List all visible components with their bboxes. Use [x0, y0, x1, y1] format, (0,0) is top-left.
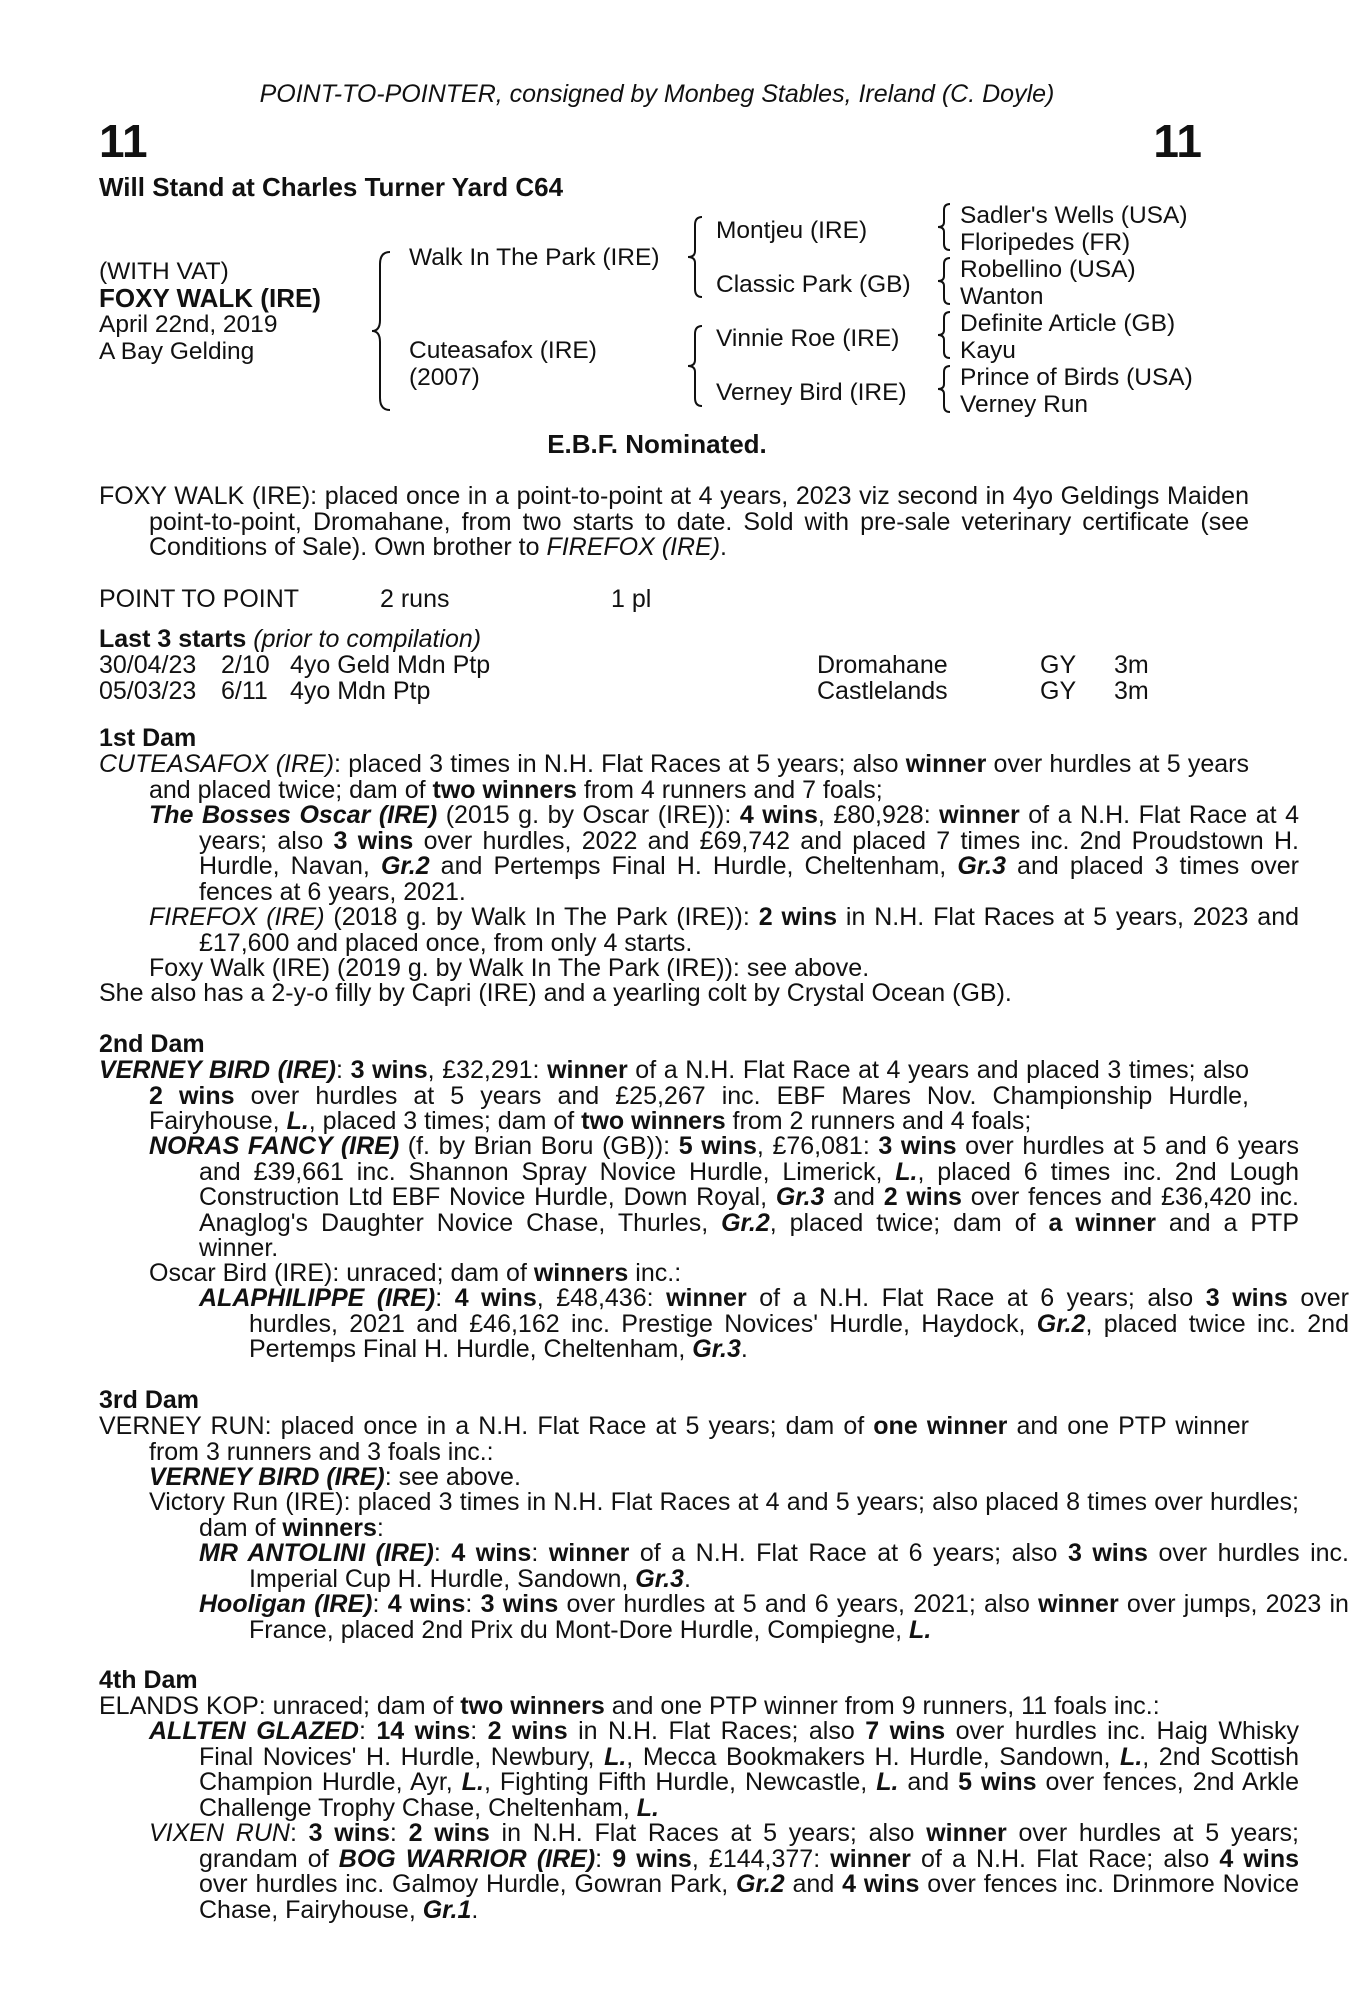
third-dam-entry	[99, 1414, 1249, 1465]
text: 3 wins	[333, 826, 414, 855]
text: of a N.H. Flat Race; also	[910, 1844, 1220, 1873]
text: , placed twice; dam of	[769, 1208, 1049, 1237]
dam-name: Cuteasafox (IRE)	[409, 337, 597, 364]
text: a winner	[1048, 1208, 1156, 1237]
text: , placed 3 times; dam of	[308, 1107, 582, 1135]
text: :	[595, 1844, 613, 1873]
text: Gr.2	[736, 1870, 785, 1898]
text: :	[358, 1717, 377, 1745]
text: 3 wins	[480, 1590, 559, 1618]
ancestor-g2: Floripedes (FR)	[960, 229, 1131, 256]
ebf-nominated: E.B.F. Nominated.	[547, 429, 767, 459]
offspring-entry	[99, 1465, 1299, 1491]
text: : see above.	[384, 1463, 521, 1491]
record-runs: 2 runs	[380, 585, 450, 613]
text: , placed 6 times inc. 2nd Lough Construction Ltd EBF Novice Hurdle, Down Royal,	[199, 1157, 1299, 1211]
text: BOG WARRIOR (IRE)	[338, 1844, 596, 1873]
text: two winners	[432, 775, 577, 804]
lot-number-right: 11	[1153, 115, 1202, 167]
text: Gr.3	[775, 1183, 825, 1211]
text: Gr.1	[422, 1895, 472, 1924]
text: winner	[905, 750, 987, 778]
ancestor-g7: Prince of Birds (USA)	[960, 364, 1193, 391]
text: over hurdles, 2022 and £69,742 and placed 7 times inc. 2nd Proudstown H. Hurdle, Navan,	[199, 826, 1299, 880]
start-race: 4yo Mdn Ptp	[290, 677, 431, 705]
text: , Fighting Fifth Hurdle, Newcastle,	[483, 1768, 877, 1796]
start-distance: 3m	[1114, 651, 1149, 679]
text: Gr.2	[380, 852, 430, 880]
text: 3 wins	[878, 1132, 957, 1160]
text: over hurdles, 2021 and £46,162 inc. Prestige Novices' Hurdle, Haydock,	[249, 1284, 1349, 1338]
text: two winners	[460, 1692, 605, 1720]
horse-summary	[99, 484, 1249, 561]
text: L.	[286, 1107, 309, 1135]
text: Gr.3	[635, 1564, 684, 1593]
last-starts-title: Last 3 starts	[99, 625, 247, 653]
text: of a N.H. Flat Race at 6 years; also	[629, 1539, 1068, 1567]
text: :	[465, 1590, 481, 1618]
text: : placed 3 times in N.H. Flat Races at 5 years; also	[334, 750, 906, 778]
consignment-header: POINT-TO-POINTER, consigned by Monbeg Stables, Ireland (C. Doyle)	[259, 80, 1055, 108]
pedigree-brace-main	[370, 250, 392, 412]
text: 9 wins	[612, 1844, 692, 1873]
text: L.	[876, 1768, 899, 1796]
text: 2 wins	[408, 1819, 490, 1847]
text: 2 wins	[487, 1717, 568, 1745]
text: :	[289, 1819, 309, 1847]
text: over hurdles at 5 and 6 years, 2021; also	[558, 1590, 1039, 1618]
text: inc.:	[628, 1259, 682, 1287]
horse-name: FOXY WALK (IRE)	[99, 283, 321, 313]
text: , 2nd Scottish Champion Hurdle, Ayr,	[199, 1742, 1299, 1796]
text: in N.H. Flat Races at 5 years; also	[489, 1819, 927, 1847]
offspring-entry	[99, 803, 1299, 905]
text: 2 wins	[149, 1081, 235, 1110]
text: L.	[909, 1615, 932, 1644]
offspring-name: The Bosses Oscar (IRE)	[149, 801, 438, 829]
text: winner	[939, 801, 1020, 829]
text: over hurdles inc. Galmoy Hurdle, Gowran Park,	[199, 1870, 737, 1898]
text: of a N.H. Flat Race at 4 years and placed 3 times; also	[627, 1056, 1250, 1084]
record-label: POINT TO POINT	[99, 585, 300, 613]
text: 3 wins	[1205, 1284, 1288, 1312]
summary-text: FOXY WALK (IRE): placed once in a point-to-point at 4 years, 2023 viz second in 4yo Geldings Maiden point-to-point, Dromahane, from two starts to date. Sold with pre-sale veterinary certificate (see Conditions of Sale). Own brother to	[99, 482, 1249, 561]
horse-description: A Bay Gelding	[99, 338, 255, 365]
offspring-entry	[99, 1134, 1299, 1262]
offspring-entry: Foxy Walk (IRE) (2019 g. by Walk In The Park (IRE)): see above.	[149, 954, 870, 982]
text: L.	[636, 1793, 659, 1822]
text: over hurdles inc. Imperial Cup H. Hurdle, Sandown,	[249, 1539, 1349, 1593]
text: winner	[1038, 1590, 1119, 1618]
ancestor-g1: Sadler's Wells (USA)	[960, 202, 1188, 229]
offspring-entry	[99, 1821, 1299, 1923]
text: and placed 3 times over fences at 6 years, 2021.	[199, 852, 1299, 906]
offspring-entry	[99, 1261, 1299, 1287]
text: 5 wins	[958, 1768, 1037, 1796]
text: two winners	[581, 1107, 726, 1135]
text: :	[435, 1284, 455, 1312]
text: .	[683, 1564, 691, 1593]
first-dam-heading: 1st Dam	[99, 724, 197, 752]
offspring-name: NORAS FANCY (IRE)	[149, 1132, 400, 1160]
start-race: 4yo Geld Mdn Ptp	[290, 651, 491, 679]
start-date: 30/04/23	[99, 651, 197, 679]
start-position: 6/11	[221, 677, 268, 705]
text: 4 wins	[842, 1870, 920, 1898]
offspring-name: Hooligan (IRE)	[199, 1590, 373, 1618]
text: 4 wins	[454, 1284, 537, 1312]
text: 4 wins	[451, 1539, 532, 1567]
lot-number-left: 11	[99, 115, 148, 167]
pedigree-brace-g1	[936, 202, 952, 252]
text: 4 wins	[1219, 1844, 1299, 1873]
fourth-dam-heading: 4th Dam	[99, 1666, 198, 1694]
start-going: GY	[1040, 677, 1077, 705]
text: , Mecca Bookmakers H. Hurdle, Sandown,	[626, 1742, 1121, 1771]
text: .	[740, 1335, 748, 1363]
text: winner	[666, 1284, 747, 1312]
text: and one PTP winner from 3 runners and 3 foals inc.:	[149, 1412, 1249, 1466]
text: over hurdles at 5 years and placed twice; dam of	[149, 750, 1249, 804]
text: and	[784, 1870, 843, 1898]
offspring-entry	[99, 905, 1299, 956]
text: VERNEY RUN: placed once in a N.H. Flat Race at 5 years; dam of	[99, 1412, 874, 1440]
text: over fences, 2nd Arkle Challenge Trophy Chase, Cheltenham,	[199, 1768, 1299, 1822]
offspring-name: MR ANTOLINI (IRE)	[199, 1539, 434, 1567]
text: :	[470, 1717, 488, 1745]
text: 4 wins	[387, 1590, 466, 1618]
grand-offspring-entry	[99, 1541, 1349, 1592]
text: over fences inc. Drinmore Novice Chase, Fairyhouse,	[199, 1870, 1299, 1924]
text: :	[372, 1590, 388, 1618]
second-dam-heading: 2nd Dam	[99, 1030, 205, 1058]
dam-year: (2007)	[409, 364, 480, 391]
dam-sire: Vinnie Roe (IRE)	[716, 325, 900, 352]
ancestor-g4: Wanton	[960, 283, 1044, 310]
start-distance: 3m	[1114, 677, 1149, 705]
first-dam-entry	[99, 752, 1249, 803]
text: :	[336, 1056, 351, 1084]
ancestor-g8: Verney Run	[960, 391, 1089, 418]
text: :	[531, 1539, 549, 1567]
stand-location: Will Stand at Charles Turner Yard C64	[99, 172, 564, 202]
text: :	[389, 1819, 409, 1847]
text: and Pertemps Final H. Hurdle, Cheltenham,	[429, 852, 958, 880]
sire-name: Walk In The Park (IRE)	[409, 244, 660, 271]
offspring-name: ALAPHILIPPE (IRE)	[199, 1284, 436, 1312]
text: 4 wins	[739, 801, 818, 829]
text: 3 wins	[1067, 1539, 1148, 1567]
record-placed: 1 pl	[611, 585, 652, 613]
text: Gr.3	[692, 1335, 741, 1363]
summary-end: .	[720, 533, 727, 561]
first-dam-also: She also has a 2-y-o filly by Capri (IRE) and a yearling colt by Crystal Ocean (GB).	[99, 979, 1012, 1007]
text: , placed twice inc. 2nd Pertemps Final H. Hurdle, Cheltenham,	[249, 1309, 1349, 1363]
fourth-dam-entry	[99, 1694, 1249, 1720]
text: winner	[830, 1844, 911, 1873]
text: from 2 runners and 4 foals;	[725, 1107, 1032, 1135]
text: in N.H. Flat Races; also	[567, 1717, 866, 1745]
text: (f. by Brian Boru (GB)):	[399, 1132, 679, 1160]
last-starts-note: (prior to compilation)	[253, 625, 482, 653]
text: winners	[282, 1513, 377, 1542]
text: over hurdles inc. Haig Whisky Final Novices' H. Hurdle, Newbury,	[199, 1717, 1299, 1771]
text: over hurdles at 5 years; grandam of	[199, 1819, 1299, 1873]
text: winner	[926, 1819, 1007, 1847]
sire-sire: Montjeu (IRE)	[716, 217, 868, 244]
text: over hurdles at 5 and 6 years and £39,661 inc. Shannon Spray Novice Hurdle, Limerick,	[199, 1132, 1300, 1186]
offspring-entry	[99, 1719, 1299, 1821]
text: of a N.H. Flat Race at 4 years; also	[199, 801, 1300, 855]
pedigree-brace-g4	[936, 364, 952, 414]
start-position: 2/10	[221, 651, 270, 679]
offspring-entry	[99, 1490, 1299, 1541]
text: Oscar Bird (IRE): unraced; dam of	[149, 1259, 534, 1287]
start-date: 05/03/23	[99, 677, 197, 705]
text: 14 wins	[376, 1717, 471, 1745]
text: (2018 g. by Walk In The Park (IRE)):	[324, 903, 759, 931]
text: , £76,081:	[756, 1132, 879, 1160]
text: 3 wins	[308, 1819, 390, 1847]
text: in N.H. Flat Races at 5 years, 2023 and £17,600 and placed once, from only 4 starts.	[199, 903, 1300, 957]
dam-dam: Verney Bird (IRE)	[716, 379, 907, 406]
text: , £32,291:	[427, 1056, 548, 1084]
last-starts-heading	[99, 627, 481, 653]
text: ELANDS KOP: unraced; dam of	[99, 1692, 461, 1720]
start-course: Dromahane	[817, 651, 948, 679]
text: L.	[604, 1742, 627, 1771]
ancestor-g6: Kayu	[960, 337, 1016, 364]
text: :	[433, 1539, 452, 1567]
text: :	[376, 1513, 384, 1542]
text: and	[824, 1183, 884, 1211]
text: one winner	[873, 1412, 1008, 1440]
text: L.	[461, 1768, 484, 1796]
text: winner	[547, 1056, 628, 1084]
dam-name: CUTEASAFOX (IRE)	[99, 750, 335, 778]
text: , £48,436:	[536, 1284, 667, 1312]
foaling-date: April 22nd, 2019	[99, 311, 278, 338]
pedigree-brace-sire	[686, 215, 704, 299]
text: from 4 runners and 7 foals;	[576, 775, 883, 804]
text: 7 wins	[865, 1717, 946, 1745]
pedigree-brace-dam	[686, 324, 704, 408]
text: (2015 g. by Oscar (IRE)):	[437, 801, 740, 829]
text: , £80,928:	[817, 801, 940, 829]
offspring-name: FIREFOX (IRE)	[149, 903, 325, 931]
vat-note: (WITH VAT)	[99, 258, 229, 285]
text: Gr.2	[1036, 1309, 1086, 1338]
start-going: GY	[1040, 651, 1077, 679]
text: winner	[548, 1539, 630, 1567]
text: of a N.H. Flat Race at 6 years; also	[746, 1284, 1206, 1312]
dam-name: VERNEY BIRD (IRE)	[99, 1056, 336, 1084]
second-dam-entry	[99, 1058, 1249, 1135]
text: and one PTP winner from 9 runners, 11 foals inc.:	[604, 1692, 1160, 1720]
grand-offspring-entry	[99, 1592, 1349, 1643]
offspring-name: ALLTEN GLAZED	[149, 1717, 359, 1745]
text: over hurdles at 5 years and £25,267 inc. EBF Mares Nov. Championship Hurdle, Fairyhouse,	[149, 1081, 1249, 1135]
text: 2 wins	[883, 1183, 962, 1211]
text: .	[471, 1895, 479, 1924]
pedigree-brace-g2	[936, 256, 952, 306]
text: 2 wins	[758, 903, 838, 931]
text: and a PTP winner.	[199, 1208, 1300, 1262]
text: L.	[1120, 1742, 1143, 1771]
text: winners	[533, 1259, 629, 1287]
text: , £144,377:	[691, 1844, 831, 1873]
text: over fences and £36,420 inc. Anaglog's Daughter Novice Chase, Thurles,	[199, 1183, 1299, 1237]
offspring-name: VERNEY BIRD (IRE)	[149, 1463, 385, 1491]
sire-dam: Classic Park (GB)	[716, 271, 911, 298]
ancestor-g3: Robellino (USA)	[960, 256, 1136, 283]
text: L.	[895, 1157, 918, 1186]
text: 3 wins	[350, 1056, 428, 1084]
brother-name: FIREFOX (IRE)	[546, 533, 721, 561]
ancestor-g5: Definite Article (GB)	[960, 310, 1176, 337]
text: Gr.2	[721, 1208, 770, 1237]
text: 5 wins	[678, 1132, 757, 1160]
grand-offspring-entry	[99, 1286, 1349, 1363]
text: and	[898, 1768, 959, 1796]
pedigree-brace-g3	[936, 310, 952, 360]
third-dam-heading: 3rd Dam	[99, 1386, 200, 1414]
start-course: Castlelands	[817, 677, 948, 705]
text: over jumps, 2023 in France, placed 2nd Prix du Mont-Dore Hurdle, Compiegne,	[249, 1590, 1349, 1644]
text: Gr.3	[957, 852, 1006, 880]
offspring-name: VIXEN RUN	[149, 1819, 290, 1847]
text: Victory Run (IRE): placed 3 times in N.H. Flat Races at 4 and 5 years; also placed 8 times over hurdles; dam of	[149, 1488, 1299, 1542]
